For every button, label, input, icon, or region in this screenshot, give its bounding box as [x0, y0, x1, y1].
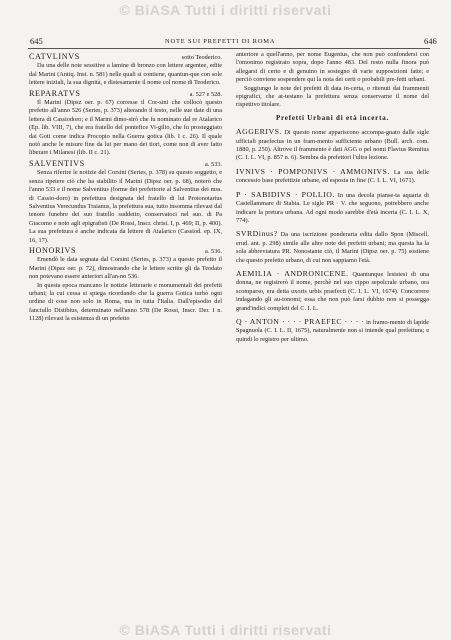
entry-note: a. 536.	[205, 247, 222, 255]
entry-text: in framo-mento di lapide Spagnuola (C. I. L. II, 1675), naturalmente non si intende qual prefettura; e quindi lo registro per ultimo.	[236, 318, 429, 343]
section-title: Prefetti Urbani di età incerta.	[275, 113, 390, 122]
entry-paragraph: In questa epoca mancano le notizie letterarie e monumentali dei prefetti urbani; la cui cessa si spiega ricordando che la guerra Gotica turbò ogni ordine di cose non solo in Roma, ma in tutta l'Italia. Dall'episodio del fanciullo Distibius, determinato nell'anno 578 (De Rossi, Inscr. Der. I n. 1128) rilevasi la esistenza di un prefetto	[29, 281, 222, 323]
entry-name: SVRDinus?	[236, 229, 278, 239]
left-column	[29, 51, 222, 326]
watermark-top: © BiASA Tutti i diritti riservati	[119, 2, 332, 18]
entry-name: Q · ANTON · · · · PRAEFEC · · · ·	[236, 316, 365, 326]
entry	[236, 230, 429, 265]
entry-paragraph	[236, 191, 429, 226]
intro-paragraph: Soggiungo le note dei prefetti di data in-certa, o ritenuti dai frammenti epigrafici, che at-testano la prefettura senza conservarne il nome del rispettivo titolare.	[236, 84, 429, 109]
entry-text: La sua delle concessio base prefettizie urbane, ed esposta in fine (C. I. L. VI, 1671).	[236, 168, 430, 185]
entry-name: CATVLINVS	[29, 52, 80, 61]
entry	[236, 168, 429, 186]
entry-name: SALVENTIVS	[29, 158, 85, 168]
entry-name: HONORIVS	[29, 245, 77, 255]
entry	[236, 191, 429, 226]
entry-paragraph: Emendò le data segnata dal Corsini (Series, p. 373) a questo prefetto il Marini (Dipsz oer. p. 72), dimostrando che le lettere scritte gli da Teodato non potevano essere anteriori all'an-no 536.	[29, 256, 222, 281]
entry	[29, 90, 222, 158]
entry-paragraph	[236, 270, 429, 313]
entry-paragraph: Da una delle note sessitive a lamine di bronzo con lettere argentee, edite dal Marini (Antiq. Inst. n. 581) nelle quali si contiene, quantun-que con sole lettere iniziali, la sua dignità, e distesamente il nome col nome di Teoderico.	[29, 62, 222, 87]
entry-name: AGGERIVS.	[236, 127, 282, 137]
entry-head	[29, 247, 222, 256]
page-number-left: 645	[30, 36, 43, 46]
right-entries	[236, 128, 429, 344]
entry-name: REPARATVS	[29, 88, 81, 98]
entry	[236, 270, 429, 313]
right-intro	[236, 51, 429, 110]
running-title: NOTE SUI PREFETTI DI ROMA	[165, 38, 276, 45]
entry-head	[29, 53, 222, 62]
entry-head	[29, 160, 222, 169]
entry	[29, 247, 222, 324]
entry	[29, 160, 222, 245]
entry	[29, 53, 222, 88]
page-number-right: 646	[424, 36, 437, 46]
entry-note: sotto Teoderico.	[181, 54, 222, 61]
entry-text: Di questo nome appariscono accompa-gnato dalle sigle ufficiali praefectus in un fram-mento sufficiente urbano (Bull. arch. com. 1880, p. 250). Altrove il frammento è dati AGG o pel nomi Flavius Remitus (C. I. L. VI, p. 857 n. 6). Sembra da prefettori l'ultra lezione.	[236, 129, 429, 162]
header-rule	[28, 48, 430, 49]
right-column	[236, 51, 429, 349]
entry-note: a. 527 e 528.	[189, 90, 222, 98]
entry-paragraph	[236, 318, 429, 344]
watermark-bottom: © BiASA Tutti i diritti riservati	[119, 622, 332, 638]
intro-paragraph: anteriore a quell'anno, per nome Eugenius, che non può confondersi con l'omonimo registrato sopra, dopo l'anno 483. Del resto nulla finora può allegarsi di certo e di genuino in sostegno di varie supposizioni fatte; e perciò conviene sospendere qui la nota dei certi o probabili pre-fetti urbani.	[236, 51, 429, 84]
entry-paragraph: Il Marini (Dipsz oer. p. 67) corresse il Cor-sini che collocò questo prefetto all'anno 526 (Series, p. 373) alterando il testo, nelle sue date di una lettera di Cassiodoro; e il Marini dimo-strò che fu nominato dal re Atalarico (Ep. lib. VIII, 7), che era fratello del pontefice Vi-gilio, che fu prosteggiato dai Goti come indica Procopio nella Guerra gotica (lib. I c. 26). Il quale notò anche le misure fine da lui per mano dei tiori, come non di aver fatto liberare i Milanesi (lib. II c. 21).	[29, 99, 222, 157]
entry-name: P · SABIDIVS · POLLIO.	[236, 189, 335, 199]
entry-text: In una decola pianse-ta aquaria di Castellammare di Stabia. Le sigle PR · V. che seguono, potrebbero anche indicare la pretura urbana. Ad ogni modo sarebbe d'età incerta (C. I. L. X, 774).	[236, 191, 430, 224]
entry-paragraph	[236, 230, 429, 265]
entry-paragraph	[236, 168, 429, 186]
entry-paragraph	[236, 128, 429, 163]
entry-name: AEMILIA · ANDRONICENE.	[236, 268, 349, 278]
entry	[236, 128, 429, 163]
entry	[236, 318, 429, 344]
entry-text: Da una iscrizione ponderaria edita dallo Spon (Miscell. erud. ant. p. 298) simile alle altre note dei prefetti urbani; ma questa ha la sola abbreviatura PR. Nonostante ciò, il Marini (Dipsz oer. p. 75) sostiene che questo prefetto urbano, di cui non sappiamo l'età.	[236, 231, 430, 264]
entry-name: IVNIVS · POMPONIVS · AMMONIVS.	[236, 166, 390, 176]
entry-note: a. 533.	[205, 160, 222, 168]
entry-paragraph: Senza riferire le notizie del Corsini (Series, p. 378) su questo soggetto, e senza ripetere ciò che ha stabilito il Marini (Dipsz oer. p. 68), noterò che l'anno 533 e il nome Salventius (forme dei prefettorie al Salventius dei mss. di Cassio-doro) in prefettura designata del fratello di lui Protonotarius Salventius Verecundus Traianus, la prefettura sua, tutto insomma rilevasi dal tenore funebre dei suo fratello suddetto, conservatoci nel suo. di Pa Giacomo e noto agli epigrafisti (De Rossi, Inscr. christ. I, p. 469; II, p. 400). La sua prefettura è anche indicata da lettere di Atalarico (Cassiod. ep. IX, 16, 17).	[29, 169, 222, 244]
entry-head	[29, 90, 222, 99]
entry-text: Quantunque lesistesi di una donna, ne registrerò il nome, perchè nel suo cippo sepolcrale urbano, ora scomparso, era detta uxoris urbis praefecti (C. I. L. VI, 1674). Concorrere indagando gli au-tonomi; essa che non può farsi dubbio non si possegga grand'indici completi del C. I. L.	[236, 270, 429, 312]
